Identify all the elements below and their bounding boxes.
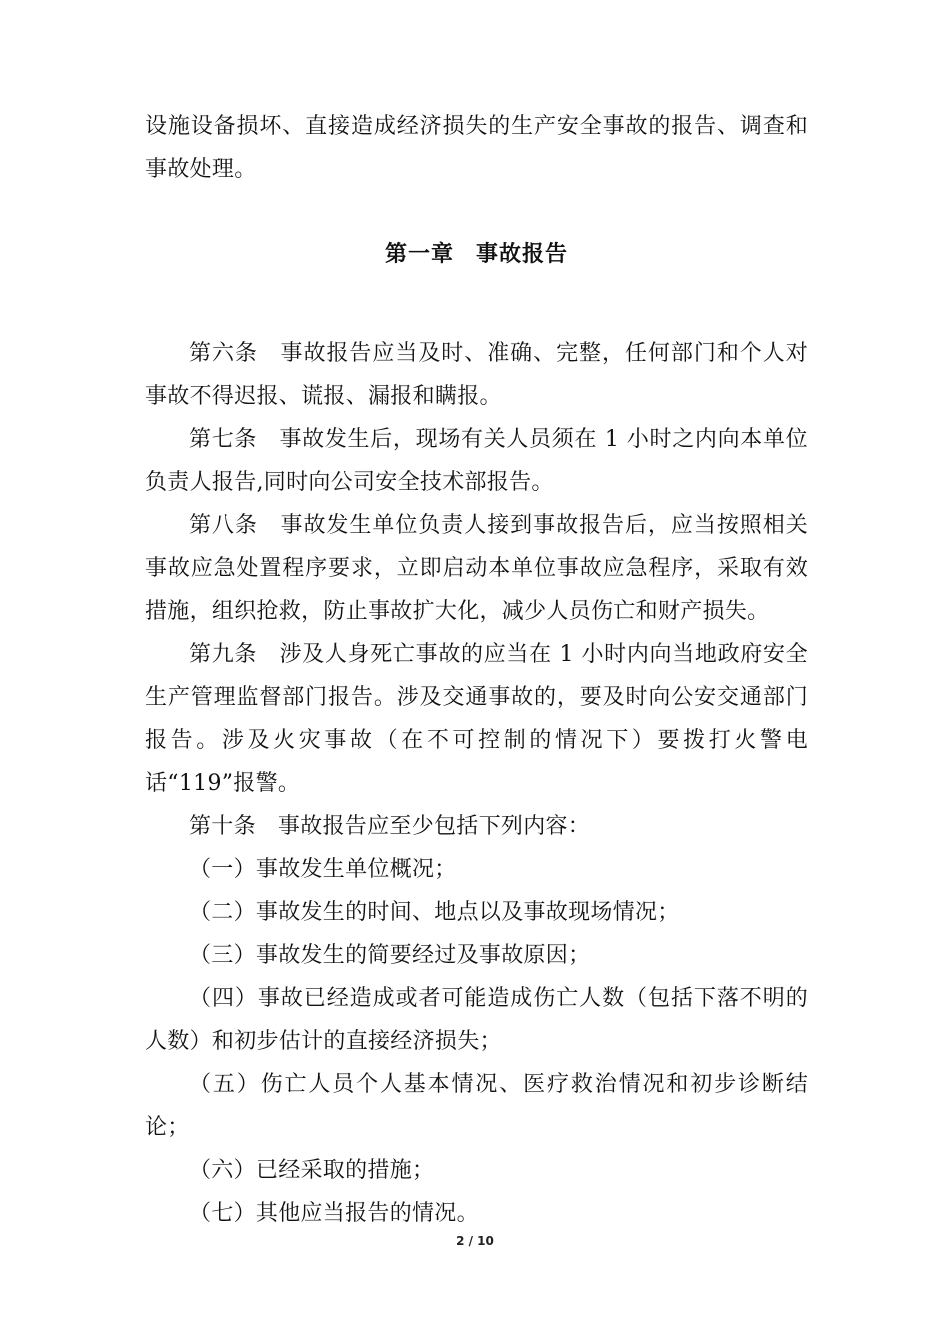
- article-7: [145, 418, 808, 504]
- list-item: （五）伤亡人员个人基本情况、医疗救治情况和初步诊断结论；: [145, 1072, 808, 1140]
- article-6: [145, 332, 808, 418]
- list-item: （七）其他应当报告的情况。: [189, 1201, 479, 1226]
- article-8: [145, 504, 808, 633]
- list-item: （三）事故发生的简要经过及事故原因；: [189, 943, 591, 968]
- chapter-title: 事故报告: [476, 242, 569, 267]
- list-item: （六）已经采取的措施；: [189, 1158, 435, 1183]
- article-text: 事故报告应当及时、准确、完整，任何部门和个人对事故不得迟报、谎报、漏报和瞒报。: [145, 341, 808, 409]
- list-item: （二）事故发生的时间、地点以及事故现场情况；: [189, 900, 680, 925]
- intro-paragraph: 设施设备损坏、直接造成经济损失的生产安全事故的报告、调查和事故处理。: [145, 114, 808, 182]
- page-number: 2 / 10: [456, 1234, 494, 1248]
- article-text: 涉及人身死亡事故的应当在 1 小时内向当地政府安全生产管理监督部门报告。涉及交通事故的，要及时向公安交通部门报告。涉及火灾事故（在不可控制的情况下）要拨打火警电话“119”报警。: [145, 642, 808, 796]
- article-text: 事故发生后，现场有关人员须在 1 小时之内向本单位负责人报告,同时向公司安全技术部报告。: [145, 427, 808, 495]
- chapter-number: 第一章: [384, 242, 454, 267]
- article-text: 事故报告应至少包括下列内容：: [277, 814, 591, 839]
- article-label: 第七条: [189, 427, 258, 452]
- article-label: 第十条: [189, 814, 256, 839]
- document-body: [145, 105, 808, 1235]
- article-label: 第八条: [189, 513, 258, 538]
- article-9: [145, 633, 808, 805]
- article-label: 第九条: [189, 642, 258, 667]
- article-label: 第六条: [189, 341, 258, 366]
- list-item: （一）事故发生单位概况；: [189, 857, 457, 882]
- article-text: 事故发生单位负责人接到事故报告后，应当按照相关事故应急处置程序要求，立即启动本单位事故应急程序，采取有效措施，组织抢救，防止事故扩大化，减少人员伤亡和财产损失。: [145, 513, 808, 624]
- article-10: [145, 805, 808, 848]
- list-item: （四）事故已经造成或者可能造成伤亡人数（包括下落不明的人数）和初步估计的直接经济损失；: [145, 986, 808, 1054]
- chapter-heading: [145, 235, 808, 275]
- report-items-list: [145, 848, 808, 1235]
